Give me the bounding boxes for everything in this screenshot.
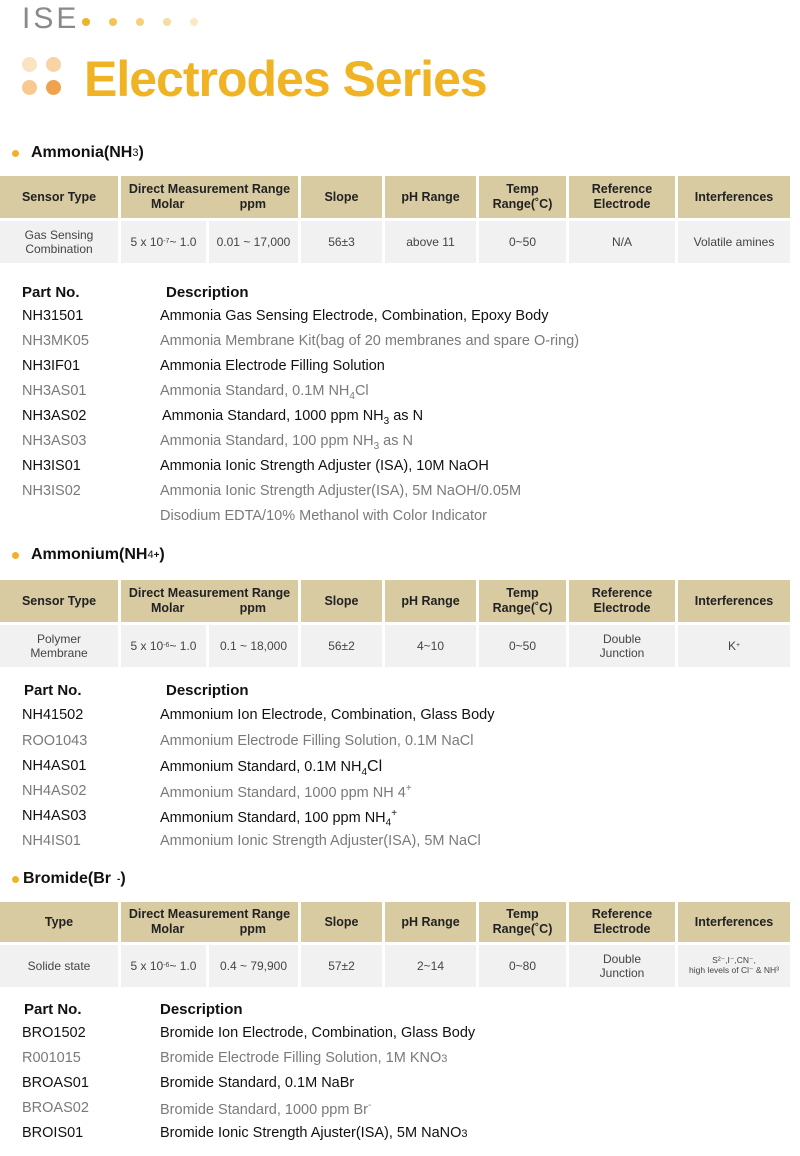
part-description: Ammonia Standard, 100 ppm $NH_3$ as N [160, 433, 413, 452]
cell-slope: 56±3 [301, 221, 382, 263]
part-description: Ammonium Standard, 100 ppm $NH_4^+$ [160, 808, 398, 829]
cell-slope: 56±2 [301, 625, 382, 667]
dmr-molar: Molar [151, 197, 185, 211]
bullet-icon [12, 150, 19, 157]
col-temp-range: Temp Range(˚C) [479, 176, 566, 218]
cell-sensor-type: Polymer Membrane [0, 625, 118, 667]
part-number: NH4AS03 [22, 808, 87, 824]
part-number: NH31501 [22, 308, 84, 324]
dmr-molar: Molar [151, 601, 185, 615]
col-slope: Slope [301, 176, 382, 218]
part-number: NH3IF01 [22, 358, 81, 374]
part-number: BRO1502 [22, 1025, 86, 1041]
cell-molar: 5 x 10 -6 ~ 1.0 [121, 945, 206, 987]
part-number: NH4IS01 [22, 833, 81, 849]
parts-header-description: Description [160, 1001, 243, 1018]
decor-dot [46, 57, 61, 72]
part-description: Ammonium Standard, 1000 ppm NH 4+ [160, 783, 412, 801]
col-ph-range: pH Range [385, 176, 476, 218]
part-description: Ammonia Ionic Strength Adjuster (ISA), 10M NaOH [160, 458, 489, 474]
part-description: Ammonia Standard, 0.1M $NH_4Cl$ [160, 383, 369, 402]
section-name: Ammonium(NH [31, 546, 148, 563]
part-number: NH3MK05 [22, 333, 89, 349]
col-slope: Slope [301, 902, 382, 942]
part-description: Ammonia Standard, 1000 ppm $NH_3$ as N [162, 408, 424, 427]
bullet-icon [12, 876, 19, 883]
cell-interferences: K + [678, 625, 790, 667]
parts-header-part-no: Part No. [24, 1001, 82, 1018]
col-temp-range: Temp Range(˚C) [479, 902, 566, 942]
col-direct-measurement-range [121, 902, 298, 942]
decor-dot [136, 18, 144, 26]
cell-ph: above 11 [385, 221, 476, 263]
parts-header-part-no: Part No. [22, 284, 80, 301]
section-close: ) [138, 144, 144, 161]
part-description: Ammonia Gas Sensing Electrode, Combination, Epoxy Body [160, 308, 549, 324]
dmr-molar: Molar [151, 922, 185, 936]
section-superscript: + [153, 549, 160, 561]
cell-ph: 4~10 [385, 625, 476, 667]
part-description-continued: Disodium EDTA/10% Methanol with Color Indicator [160, 508, 487, 524]
section-superscript: - [117, 873, 121, 885]
parts-header-description: Description [166, 284, 249, 301]
part-description: Ammonia Electrode Filling Solution [160, 358, 385, 374]
part-description: Bromide Standard, 0.1M NaBr [160, 1075, 355, 1091]
dmr-title: Direct Measurement Range [128, 907, 291, 921]
part-number: BROIS01 [22, 1125, 84, 1141]
col-temp-range: Temp Range(˚C) [479, 580, 566, 622]
col-sensor-type: Sensor Type [0, 580, 118, 622]
col-ph-range: pH Range [385, 902, 476, 942]
section-heading-ammonia [12, 144, 144, 162]
decor-dot [109, 18, 117, 26]
dmr-ppm: ppm [239, 922, 266, 936]
cell-molar: 5 x 10 -6 ~ 1.0 [121, 625, 206, 667]
part-number: R001015 [22, 1050, 81, 1066]
part-description: Bromide Ionic Strength Ajuster(ISA), 5M NaNO3 [160, 1125, 468, 1141]
part-number: NH4AS01 [22, 758, 87, 774]
col-slope: Slope [301, 580, 382, 622]
dmr-title: Direct Measurement Range [128, 586, 291, 600]
series-label: ISE [22, 2, 80, 35]
col-interferences: Interferences [678, 176, 790, 218]
part-number: ROO1043 [22, 733, 88, 749]
cell-temp: 0~50 [479, 221, 566, 263]
cell-ppm: 0.01 ~ 17,000 [209, 221, 298, 263]
section-subscript: 3 [132, 147, 139, 159]
part-description: Bromide Electrode Filling Solution, 1M KNO3 [160, 1050, 448, 1066]
col-interferences: Interferences [678, 580, 790, 622]
cell-interferences: S²⁻,I⁻,CN⁻, high levels of Cl⁻ & NH³ [678, 945, 790, 987]
cell-ppm: 0.4 ~ 79,900 [209, 945, 298, 987]
part-number: NH3IS01 [22, 458, 81, 474]
part-number: NH3IS02 [22, 483, 81, 499]
decor-dot [82, 18, 90, 26]
cell-temp: 0~80 [479, 945, 566, 987]
part-number: NH3AS03 [22, 433, 87, 449]
section-heading-ammonium [12, 546, 165, 564]
section-close: ) [120, 870, 126, 887]
decor-dot [163, 18, 171, 26]
col-direct-measurement-range [121, 580, 298, 622]
part-number: BROAS02 [22, 1100, 89, 1116]
part-description: Ammonia Ionic Strength Adjuster(ISA), 5M NaOH/0.05M [160, 483, 522, 499]
dmr-ppm: ppm [239, 197, 266, 211]
part-description: Ammonium Electrode Filling Solution, 0.1M NaCl [160, 733, 474, 749]
dmr-title: Direct Measurement Range [128, 182, 291, 196]
part-number: NH4AS02 [22, 783, 87, 799]
col-reference-electrode: Reference Electrode [569, 902, 675, 942]
decor-dot [22, 57, 37, 72]
col-sensor-type: Sensor Type [0, 176, 118, 218]
col-type: Type [0, 902, 118, 942]
part-description: Ammonium Ion Electrode, Combination, Glass Body [160, 707, 495, 723]
cell-temp: 0~50 [479, 625, 566, 667]
decor-dot [22, 80, 37, 95]
part-description: Bromide Ion Electrode, Combination, Glass Body [160, 1025, 476, 1041]
part-description: Ammonium Ionic Strength Adjuster(ISA), 5M NaCl [160, 833, 481, 849]
part-number: BROAS01 [22, 1075, 89, 1091]
decor-dot [46, 80, 61, 95]
cell-type: Solide state [0, 945, 118, 987]
cell-slope: 57±2 [301, 945, 382, 987]
page-title: Electrodes Series [84, 51, 487, 107]
part-description: Ammonium Standard, 0.1M $NH_4Cl$ [160, 758, 383, 778]
cell-reference: Double Junction [569, 945, 675, 987]
col-reference-electrode: Reference Electrode [569, 580, 675, 622]
bullet-icon [12, 552, 19, 559]
parts-header-description: Description [166, 682, 249, 699]
section-name: Bromide(Br [23, 870, 112, 887]
section-subscript: 4 [147, 549, 154, 561]
section-heading-bromide [12, 870, 126, 888]
part-description: Bromide Standard, 1000 ppm Br- [160, 1100, 372, 1118]
part-number: NH41502 [22, 707, 84, 723]
cell-ph: 2~14 [385, 945, 476, 987]
parts-header-part-no: Part No. [24, 682, 82, 699]
col-ph-range: pH Range [385, 580, 476, 622]
col-interferences: Interferences [678, 902, 790, 942]
cell-interferences: Volatile amines [678, 221, 790, 263]
cell-ppm: 0.1 ~ 18,000 [209, 625, 298, 667]
section-name: Ammonia(NH [31, 144, 133, 161]
cell-reference: Double Junction [569, 625, 675, 667]
decor-dot [190, 18, 198, 26]
part-number: NH3AS01 [22, 383, 87, 399]
col-direct-measurement-range [121, 176, 298, 218]
dmr-ppm: ppm [239, 601, 266, 615]
part-description: Ammonia Membrane Kit(bag of 20 membranes and spare O-ring) [160, 333, 580, 349]
col-reference-electrode: Reference Electrode [569, 176, 675, 218]
cell-molar: 5 x 10 -7 ~ 1.0 [121, 221, 206, 263]
section-close: ) [159, 546, 165, 563]
part-number: NH3AS02 [22, 408, 87, 424]
cell-reference: N/A [569, 221, 675, 263]
cell-sensor-type: Gas Sensing Combination [0, 221, 118, 263]
